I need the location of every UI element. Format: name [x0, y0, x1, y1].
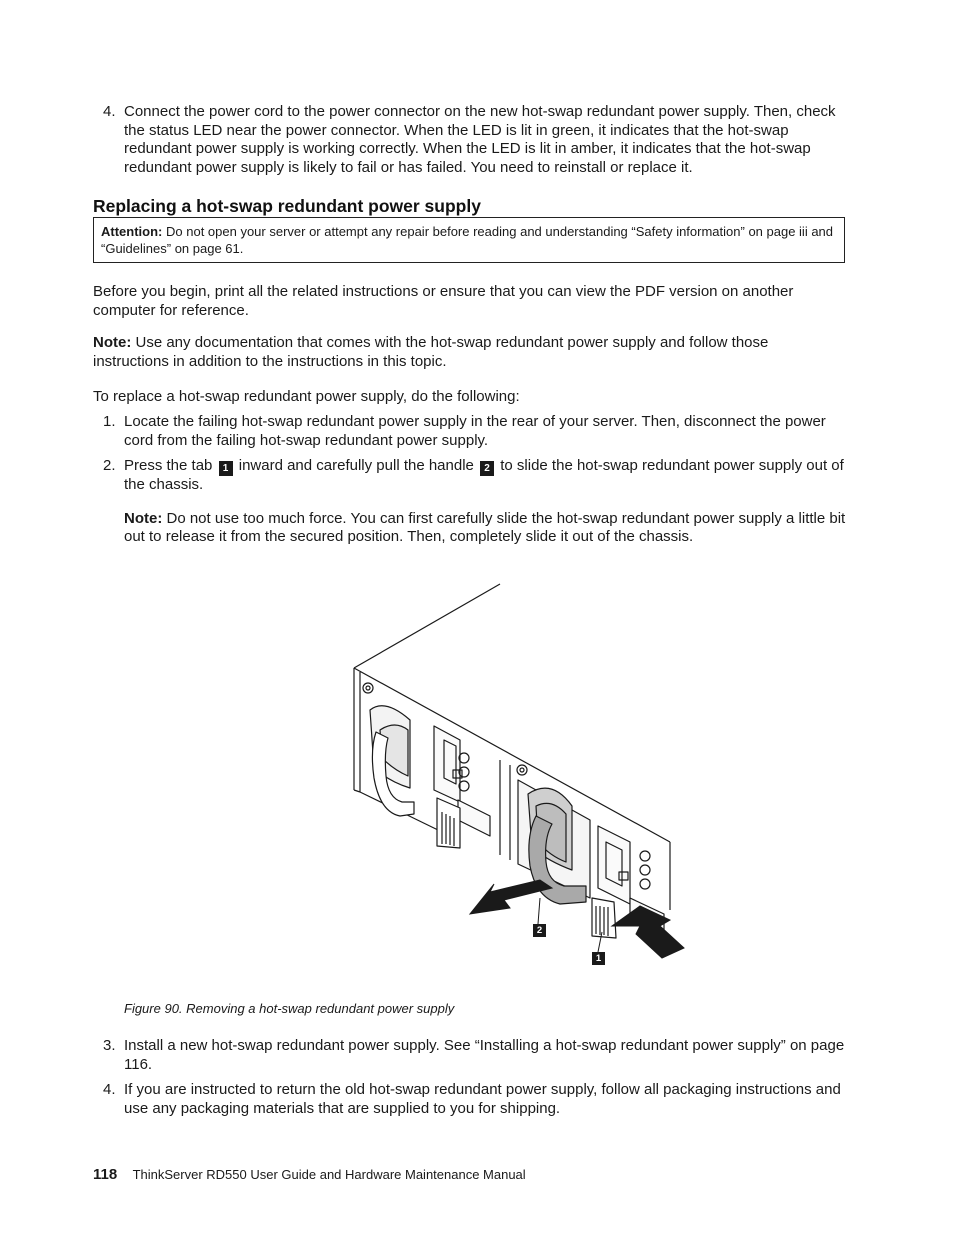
- page-number: 118: [93, 1166, 118, 1183]
- intro-step: [93, 103, 848, 177]
- step-1: [93, 413, 848, 450]
- step-number: 4.: [103, 103, 116, 120]
- attention-label: Attention:: [101, 224, 163, 239]
- step-text: [124, 457, 848, 495]
- note-text: Use any documentation that comes with the hot-swap redundant power supply and follow those instructions in addition to the instructions in this topic.: [93, 334, 769, 370]
- callout-handle-marker: 2: [480, 461, 494, 476]
- step-4: [93, 1081, 848, 1118]
- lead-in: To replace a hot-swap redundant power supply, do the following:: [93, 388, 520, 405]
- section-heading: Replacing a hot-swap redundant power supply: [93, 196, 481, 216]
- callout-tab: 1: [592, 952, 605, 965]
- step-number: 3.: [103, 1037, 116, 1054]
- step-text-part: to slide the hot-swap redundant power supply out of the chassis.: [124, 457, 844, 493]
- step-text: If you are instructed to return the old hot-swap redundant power supply, follow all packaging instructions and use any packaging materials that are supplied to you for shipping.: [124, 1081, 841, 1117]
- power-supply-illustration: [340, 580, 700, 980]
- note-label: Note:: [93, 334, 132, 351]
- step-note: [124, 510, 848, 547]
- server-rear-drawing: [340, 580, 700, 980]
- step-text: Install a new hot-swap redundant power supply. See “Installing a hot-swap redundant power supply” on page 116.: [124, 1037, 845, 1073]
- step-text-part: Press the tab: [124, 457, 213, 474]
- note-label: Note:: [124, 509, 163, 527]
- callout-handle: 2: [533, 924, 546, 937]
- step-number: 1.: [103, 413, 116, 430]
- manual-title: ThinkServer RD550 User Guide and Hardware Maintenance Manual: [132, 1167, 526, 1182]
- figure-caption: Figure 90. Removing a hot-swap redundant power supply: [124, 1001, 455, 1016]
- step-text: Locate the failing hot-swap redundant power supply in the rear of your server. Then, disconnect the power cord from the failing hot-swap redundant power supply.: [124, 413, 826, 449]
- page-footer: [93, 1166, 526, 1183]
- callout-tab-marker: 1: [219, 461, 233, 476]
- step-number: 2.: [103, 457, 116, 474]
- step-text: Connect the power cord to the power connector on the new hot-swap redundant power supply. Then, check the status LED near the power connector. When the LED is lit in green, it indicates that the hot-swap redundant power supply is working correctly. When the LED is lit in amber, it indicates that the hot-swap redundant power supply is likely to fail or has failed. You need to reinstall or replace it.: [124, 103, 836, 176]
- step-2: [93, 457, 848, 547]
- before-paragraph: Before you begin, print all the related instructions or ensure that you can view the PDF version on another computer for reference.: [93, 283, 794, 319]
- step-3: [93, 1037, 848, 1074]
- step-number: 4.: [103, 1081, 116, 1098]
- step-text-part: inward and carefully pull the handle: [238, 457, 474, 474]
- note-text: Do not use too much force. You can first carefully slide the hot-swap redundant power supply a little bit out to release it from the secured position. Then, completely slide it out of the chassis.: [124, 509, 846, 545]
- attention-box: [93, 217, 845, 263]
- attention-text: Do not open your server or attempt any repair before reading and understanding “Safety information” on page iii and “Guidelines” on page 61.: [101, 224, 834, 256]
- note-paragraph: [93, 334, 848, 371]
